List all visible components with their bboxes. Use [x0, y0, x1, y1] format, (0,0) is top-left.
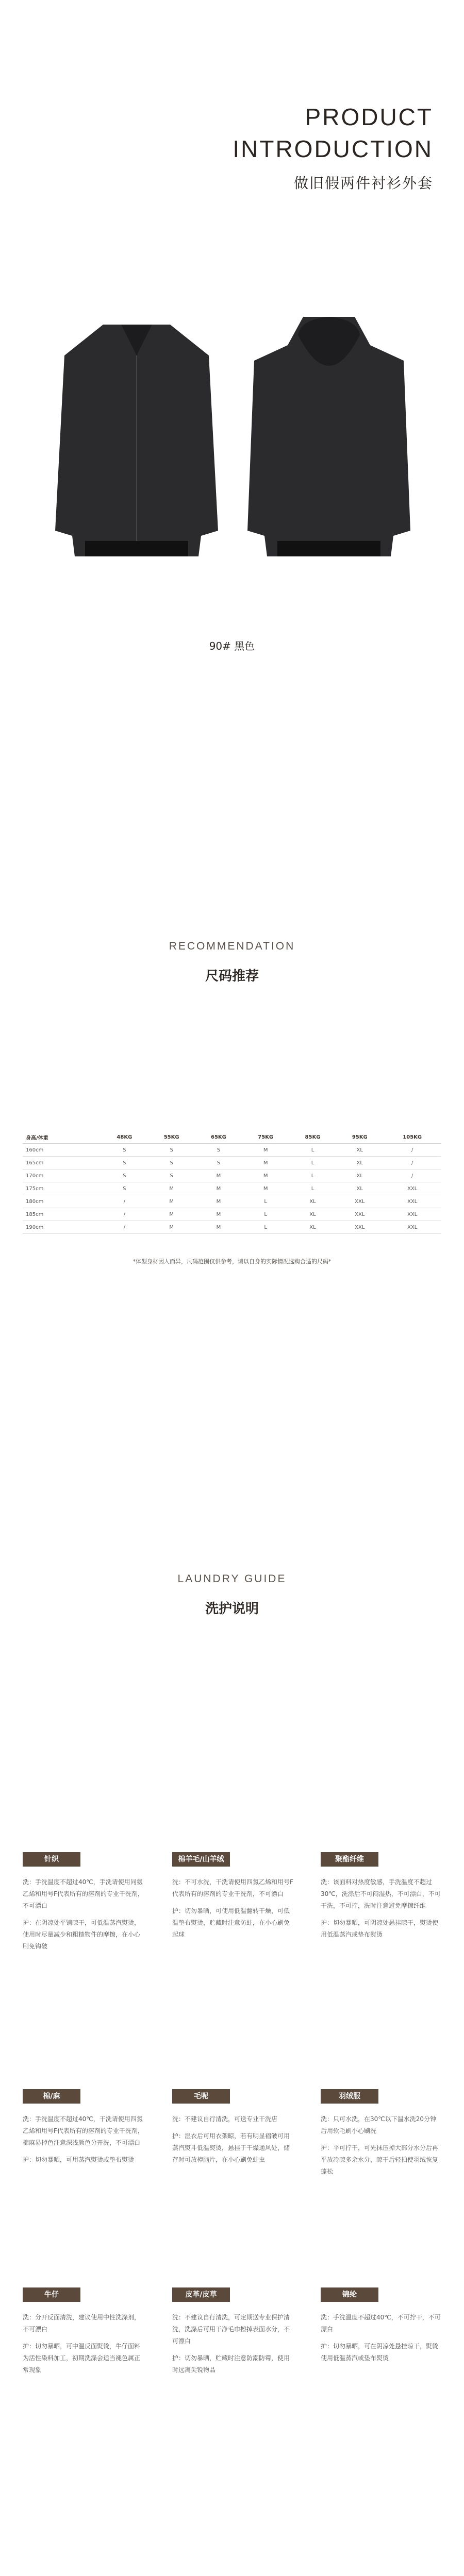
laundry-care-text: 护：切勿暴晒，可阴凉处悬挂晾干，熨烫使用低温蒸汽或垫布熨烫 [321, 1919, 439, 1938]
table-cell: S [148, 1157, 195, 1170]
laundry-item-text [172, 2312, 293, 2381]
laundry-wash-text: 洗：不可水洗，干洗请使用四氯乙烯和用号F代表所有的溶剂的专业干洗剂，不可漂白 [172, 1878, 293, 1897]
table-cell: XXL [336, 1221, 383, 1234]
size-table-header [23, 1131, 441, 1144]
table-cell: 190cm [23, 1221, 101, 1234]
laundry-item-text [321, 2113, 442, 2183]
title-en-line1: PRODUCT [305, 104, 433, 130]
table-cell: / [383, 1144, 441, 1157]
table-cell: M [195, 1221, 242, 1234]
table-cell: S [195, 1144, 242, 1157]
table-cell: S [148, 1170, 195, 1182]
laundry-care-text: 护：平可拧干，可先抹压掉大部分水分后再平放冷晾多余水分，晾干后轻拍使羽绒恢复蓬松 [321, 2144, 439, 2175]
laundry-wash-text: 洗：手洗温度不超过40℃，手洗请使用同氨乙烯和用号F代表所有的溶剂的专业干洗剂，不可漂白 [23, 1878, 144, 1909]
table-cell: 185cm [23, 1208, 101, 1221]
laundry-title-en: LAUNDRY GUIDE [177, 1573, 287, 1585]
laundry-item-header: 毛呢 [172, 2089, 230, 2104]
laundry-item-text [321, 1876, 442, 1946]
recommendation-title-en: RECOMMENDATION [169, 940, 295, 952]
laundry-care-text: 护：切勿暴晒，可使用低温翻转干燥，可低温垫布熨烫，贮藏时注意防蛀，在小心刷免起球 [172, 1907, 290, 1938]
laundry-wash-text: 洗：只可水洗，在30℃以下温水洗20分钟后用软毛刷小心刷洗 [321, 2115, 437, 2134]
table-cell: / [383, 1170, 441, 1182]
recommendation-title-cn: 尺码推荐 [205, 969, 259, 984]
table-cell: M [242, 1157, 289, 1170]
size-table [23, 1131, 441, 1234]
table-cell: M [148, 1182, 195, 1195]
title-cn: 做旧假两件衬衫外套 [293, 175, 433, 192]
col-header: 65KG [195, 1131, 242, 1144]
table-cell: L [242, 1221, 289, 1234]
laundry-wash-text: 洗：分开反面清洗，建议使用中性洗涤剂，不可漂白 [23, 2314, 141, 2333]
table-cell: / [101, 1221, 148, 1234]
product-color-label: 90# 黑色 [209, 640, 255, 652]
col-header: 55KG [148, 1131, 195, 1144]
table-row [23, 1144, 441, 1157]
table-cell: / [383, 1157, 441, 1170]
table-cell: L [289, 1182, 336, 1195]
table-cell: 160cm [23, 1144, 101, 1157]
table-cell: XL [289, 1208, 336, 1221]
table-cell: XXL [383, 1208, 441, 1221]
table-cell: XL [336, 1182, 383, 1195]
table-row [23, 1208, 441, 1221]
laundry-care-text: 护：切勿暴晒，可中温反面熨烫，牛仔面料为活性染料加工，初期洗涤会适当褪色属正常现象 [23, 2343, 141, 2374]
table-cell: XXL [383, 1195, 441, 1208]
col-header: 85KG [289, 1131, 336, 1144]
table-cell: / [101, 1195, 148, 1208]
table-row [23, 1182, 441, 1195]
table-row [23, 1157, 441, 1170]
laundry-item-text [172, 1876, 293, 1946]
table-cell: S [101, 1182, 148, 1195]
table-cell: XL [336, 1144, 383, 1157]
size-note: *体型身材因人而异，尺码范围仅供参考，请以自身的实际情况选购合适的尺码* [132, 1258, 332, 1265]
laundry-care-text: 护：切勿暴晒，贮藏时注意防潮防霉，使用时远离尖锐物品 [172, 2354, 290, 2374]
laundry-item-header: 聚酯纤维 [321, 1852, 378, 1867]
table-cell: M [242, 1182, 289, 1195]
table-cell: XL [336, 1170, 383, 1182]
laundry-wash-text: 洗：该面料对热度敏感，手洗温度不超过30℃，洗涤后不可闷湿热，不可漂白，不可干洗，不可拧，洗时注意避免摩擦纤维 [321, 1878, 441, 1909]
laundry-title-cn: 洗护说明 [205, 1601, 259, 1617]
table-cell: L [289, 1144, 336, 1157]
laundry-care-text: 护：切勿暴晒，可在阴凉处悬挂晾干，熨烫使用低温蒸汽或垫布熨烫 [321, 2343, 439, 2362]
table-cell: M [148, 1221, 195, 1234]
table-cell: S [101, 1157, 148, 1170]
col-header: 48KG [101, 1131, 148, 1144]
table-cell: 175cm [23, 1182, 101, 1195]
table-cell: XL [336, 1157, 383, 1170]
laundry-item-header: 牛仔 [23, 2287, 80, 2302]
table-cell: 180cm [23, 1195, 101, 1208]
table-cell: M [242, 1170, 289, 1182]
table-cell: S [101, 1144, 148, 1157]
col-header: 95KG [336, 1131, 383, 1144]
table-cell: M [195, 1182, 242, 1195]
laundry-item-header: 羽绒服 [321, 2089, 378, 2104]
table-cell: L [242, 1195, 289, 1208]
table-cell: L [242, 1208, 289, 1221]
laundry-item-text [321, 2312, 442, 2369]
table-cell: M [195, 1195, 242, 1208]
title-en-line2: INTRODUCTION [233, 135, 433, 162]
table-cell: S [195, 1157, 242, 1170]
laundry-care-text: 护：在阴凉处平铺晾干，可低温蒸汽熨烫，使用时尽量减少和粗糙物件的摩擦，在小心刷免钩破 [23, 1919, 141, 1950]
table-cell: XXL [383, 1182, 441, 1195]
table-cell: XXL [383, 1221, 441, 1234]
table-cell: S [148, 1144, 195, 1157]
product-back-image [246, 314, 411, 572]
table-cell: XXL [336, 1208, 383, 1221]
col-header: 105KG [383, 1131, 441, 1144]
col-header: 75KG [242, 1131, 289, 1144]
table-cell: L [289, 1170, 336, 1182]
laundry-care-text: 护：切勿暴晒，可用蒸汽熨烫或垫布熨烫 [23, 2156, 135, 2163]
table-row [23, 1170, 441, 1182]
table-row [23, 1221, 441, 1234]
table-cell: XL [289, 1195, 336, 1208]
laundry-wash-text: 洗：不建议自行清洗，可送专业干洗店 [172, 2115, 278, 2123]
laundry-wash-text: 洗：手洗温度不超过40℃，干洗请使用四氯乙烯和用号F代表所有的溶剂的专业干洗剂，棉麻易掉色注意深浅颜色分开洗，不可漂白 [23, 2115, 144, 2146]
table-cell: M [195, 1208, 242, 1221]
product-front-image [54, 314, 219, 572]
table-cell: M [195, 1170, 242, 1182]
laundry-item-header: 棉羊毛/山羊绒 [172, 1852, 230, 1867]
laundry-item-header: 针织 [23, 1852, 80, 1867]
laundry-item-header: 皮革/皮草 [172, 2287, 230, 2302]
col-header: 身高/体重 [23, 1131, 101, 1144]
table-cell: M [148, 1208, 195, 1221]
laundry-item-text [23, 1876, 144, 1958]
laundry-item-header: 棉/麻 [23, 2089, 80, 2104]
table-cell: S [101, 1170, 148, 1182]
table-cell: 165cm [23, 1157, 101, 1170]
table-cell: M [242, 1144, 289, 1157]
laundry-item-header: 锦纶 [321, 2287, 378, 2302]
table-cell: / [101, 1208, 148, 1221]
table-cell: 170cm [23, 1170, 101, 1182]
table-row [23, 1195, 441, 1208]
table-cell: M [148, 1195, 195, 1208]
table-cell: XL [289, 1221, 336, 1234]
laundry-wash-text: 洗：不建议自行清洗，可定期送专业保护清洗，洗涤后可用干净毛巾擦掉表面水分，不可漂白 [172, 2314, 290, 2345]
table-cell: XXL [336, 1195, 383, 1208]
laundry-item-text [23, 2113, 144, 2171]
laundry-item-text [172, 2113, 293, 2171]
laundry-wash-text: 洗：手洗温度不超过40℃，不可拧干，不可漂白 [321, 2314, 441, 2333]
table-cell: L [289, 1157, 336, 1170]
laundry-care-text: 护：湿衣后可用衣架晾，若有明显褶皱可用蒸汽熨斗低温熨烫，悬挂于干燥通风处，储存时可放樟脑片，在小心刷免蛀虫 [172, 2132, 290, 2163]
laundry-item-text [23, 2312, 144, 2381]
